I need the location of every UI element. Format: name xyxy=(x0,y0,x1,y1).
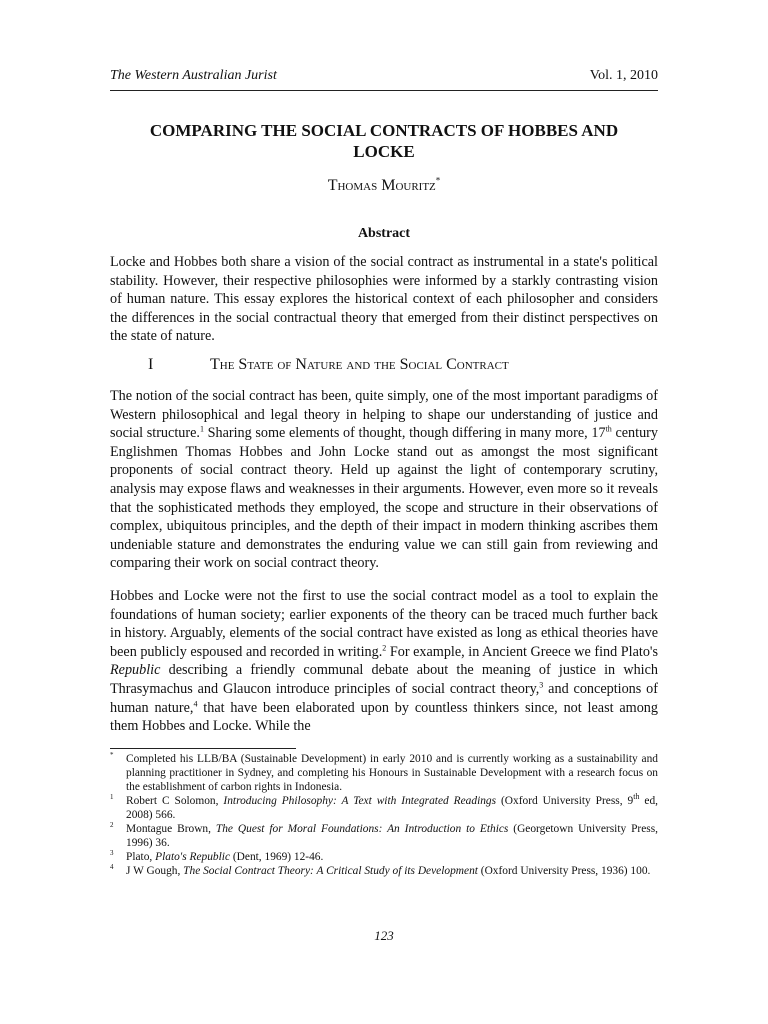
p2-text-c: describing a friendly communal debate about the meaning of justice in which Thrasymachus and Glaucon introduce principles of social contract theory, xyxy=(110,662,658,697)
abstract-heading: Abstract xyxy=(357,226,411,241)
footnote-ref-4: 4 xyxy=(193,698,198,708)
title-line-2: LOCKE xyxy=(353,142,415,161)
footnote-text: Robert C Solomon, xyxy=(126,795,224,807)
footnote-mark: 2 xyxy=(110,821,114,830)
footnote-3 xyxy=(110,850,658,864)
footnote-ref-2: 2 xyxy=(382,643,387,653)
footnotes xyxy=(110,752,658,878)
footnote-text: (Oxford University Press, 9 xyxy=(496,795,634,807)
running-header xyxy=(110,68,658,86)
section-heading xyxy=(148,356,658,374)
header-rule xyxy=(110,90,658,91)
body-paragraph-2 xyxy=(110,587,658,736)
p2-italic-title: Republic xyxy=(110,662,161,679)
title-line-1: COMPARING THE SOCIAL CONTRACTS OF HOBBES AND xyxy=(149,121,619,140)
footnote-4 xyxy=(110,864,658,878)
footnote-ref-3: 3 xyxy=(539,680,544,690)
abstract-text: Locke and Hobbes both share a vision of the social contract as instrumental in a state's political stability. However, their respective philosophies were informed by a starkly contrasting vision of human nature. This essay explores the historical context of each philosopher and considers the differences in the social contractual theory that emerged from their distinct perspectives on the state of nature. xyxy=(110,254,658,344)
footnote-rule xyxy=(110,748,296,749)
footnote-ref-1: 1 xyxy=(199,424,204,434)
footnote-2 xyxy=(110,822,658,850)
section-title: The State of Nature and the Social Contract xyxy=(210,356,509,373)
p2-text-a: Hobbes and Locke were not the first to use the social contract model as a tool to explain the foundations of human society; earlier exponents of the theory can be traced much further back in history. Arguably, elements of the social contract have existed as long as ethical theories have been publicly espoused and recorded in writing. xyxy=(110,588,658,660)
footnote-title: Plato's Republic xyxy=(155,851,231,863)
footnote-1 xyxy=(110,794,658,822)
p1-text-c: century Englishmen Thomas Hobbes and John Locke stand out as amongst the most significant proponents of social contract theory. Held up against the light of contemporary scrutiny, analysis may expose flaws and weaknesses in their arguments. However, even more so it reveals that the sophisticated methods they employed, the scope and structure in their observations of complex, ubiquitous principles, and the depth of their impact in modern thinking ascribes them undeniable stature and demonstrates the enduring value we can still gain from reviewing and comparing their work on social contract theory. xyxy=(110,425,658,572)
p1-text-b: Sharing some elements of thought, though differing in many more, 17 xyxy=(203,425,606,442)
footnote-text: Plato, xyxy=(126,851,156,863)
paper-title xyxy=(110,120,658,162)
ordinal-suffix: th xyxy=(605,424,612,434)
footnote-title: The Social Contract Theory: A Critical Study of its Development xyxy=(183,865,478,877)
footnote-mark: 3 xyxy=(110,849,114,858)
footnote-text: (Oxford University Press, 1936) 100. xyxy=(477,865,651,877)
p2-text-d: and conceptions of human nature, xyxy=(110,680,658,716)
footnote-text: Montague Brown, xyxy=(126,823,216,835)
footnote-text: Completed his LLB/BA (Sustainable Development) in early 2010 and is currently working as a sustainability and planning practitioner in Sydney, and completing his Honours in Sustainable Development with a research focus on the establishment of carbon rights in Indonesia. xyxy=(126,753,658,793)
page-number: 123 xyxy=(374,928,394,943)
author-name-text: Thomas Mouritz xyxy=(327,177,436,194)
p1-text-a: The notion of the social contract has been, quite simply, one of the most important paradigms of Western philosophical and legal theory in helping to shape our understanding of justice and social structure. xyxy=(110,388,658,442)
footnote-text: ed, 2008) 566. xyxy=(126,795,658,821)
author-footnote-mark: * xyxy=(435,175,441,186)
p2-text-b: For example, in Ancient Greece we find Plato's xyxy=(386,643,658,660)
footnote-title: Introducing Philosophy: A Text with Integrated Readings xyxy=(223,795,497,807)
p2-text-e: that have been elaborated upon by countless thinkers since, not least among them Hobbes and Locke. While the xyxy=(110,699,658,735)
body-paragraph-1 xyxy=(110,387,658,573)
footnote-mark: 1 xyxy=(110,793,114,802)
volume-info: Vol. 1, 2010 xyxy=(589,68,658,83)
footnote-mark: * xyxy=(110,751,114,760)
author-name xyxy=(110,177,658,195)
section-number: I xyxy=(148,356,154,373)
footnote-title: The Quest for Moral Foundations: An Introduction to Ethics xyxy=(215,823,509,835)
ordinal-suffix: th xyxy=(633,792,640,802)
footnote-text: (Dent, 1969) 12-46. xyxy=(230,851,324,863)
footnote-mark: 4 xyxy=(110,863,114,872)
footnote-text: (Georgetown University Press, 1996) 36. xyxy=(126,823,658,849)
footnote-star xyxy=(110,752,658,794)
footnote-text: J W Gough, xyxy=(126,865,184,877)
journal-name: The Western Australian Jurist xyxy=(110,68,277,83)
